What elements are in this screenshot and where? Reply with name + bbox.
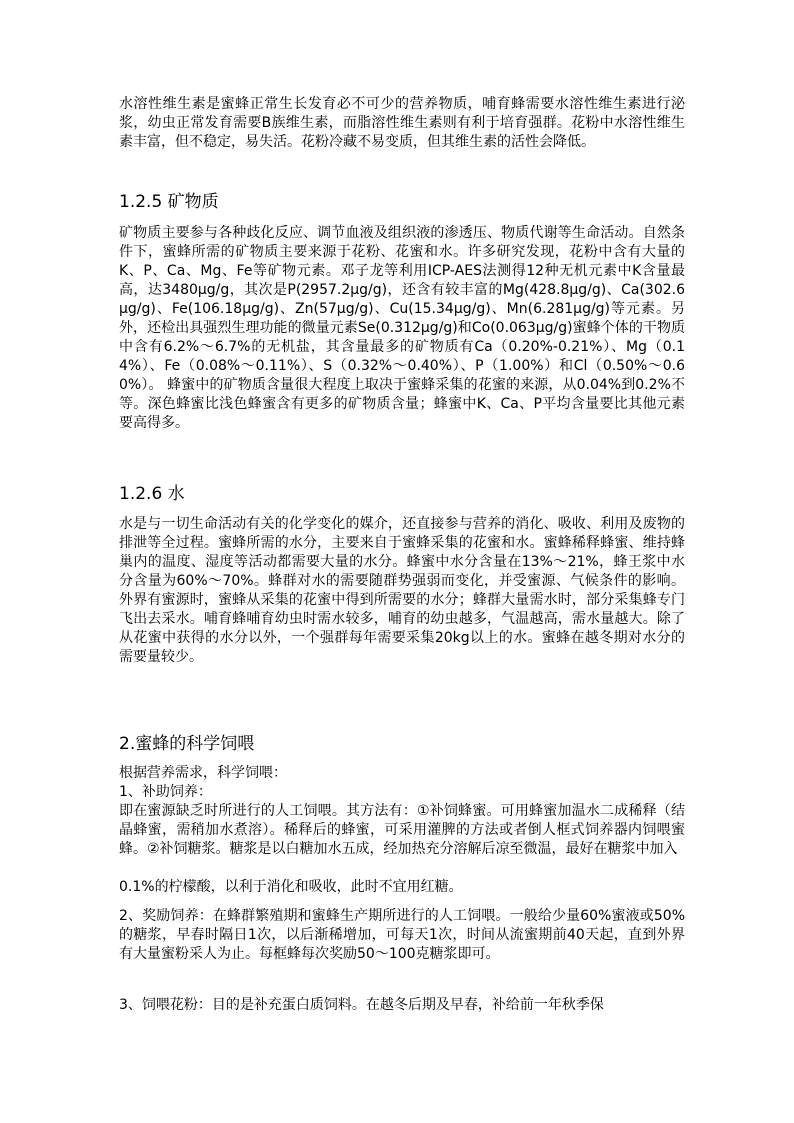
item-3-pollen-feeding: 3、饲喂花粉：目的是补充蛋白质饲料。在越冬后期及早春，补给前一年秋季保 — [119, 997, 604, 1013]
heading-water: 1.2.6 水 — [119, 484, 185, 504]
feeding-intro: 根据营养需求，科学饲喂： — [119, 765, 287, 781]
item-1-title: 1、补助饲养： — [119, 784, 212, 800]
paragraph-reward-feeding: 2、奖励饲养：在蜂群繁殖期和蜜蜂生产期所进行的人工饲喂。一般给少量60%蜜液或50%的糖浆，早春时隔日1次，以后渐稀增加，可每天1次，时间从流蜜期前40天起，直到外界有大量蜜粉采人为止。每框蜂每次奖励50～100克糖浆即可。 — [119, 908, 685, 962]
paragraph-vitamins: 水溶性维生素是蜜蜂正常生长发育必不可少的营养物质，哺育蜂需要水溶性维生素进行泌浆，幼虫正常发育需要B族维生素，而脂溶性维生素则有利于培育强群。花粉中水溶性维生素丰富，但不稳定，易失活。花粉冷藏不易变质，但其维生素的活性会降低。 — [119, 96, 685, 150]
paragraph-supplementary-feeding: 即在蜜源缺乏时所进行的人工饲喂。其方法有：①补饲蜂蜜。可用蜂蜜加温水二成稀释（结晶蜂蜜，需稍加水煮溶）。稀释后的蜂蜜，可采用灌脾的方法或者倒人框式饲养器内饲喂蜜蜂。②补饲糖浆。糖浆是以白糖加水五成，经加热充分溶解后凉至微温，最好在糖浆中加入 — [119, 803, 685, 857]
heading-feeding: 2.蜜蜂的科学饲喂 — [119, 734, 255, 754]
heading-minerals: 1.2.5 矿物质 — [119, 192, 219, 212]
paragraph-water: 水是与一切生命活动有关的化学变化的媒介，还直接参与营养的消化、吸收、利用及废物的排泄等全过程。蜜蜂所需的水分，主要来自于蜜蜂采集的花蜜和水。蜜蜂稀释蜂蜜、维持蜂巢内的温度、湿度等活动都需要大量的水分。蜂蜜中水分含量在13%～21%，蜂王浆中水分含量为60%～70%。蜂群对水的需要随群势强弱而变化，并受蜜源、气候条件的影响。外界有蜜源时，蜜蜂从采集的花蜜中得到所需要的水分；蜂群大量需水时，部分采集蜂专门飞出去采水。哺育蜂哺育幼虫时需水较多，哺育的幼虫越多，气温越高，需水量越大。除了从花蜜中获得的水分以外，一个强群每年需要采集20kg以上的水。蜜蜂在越冬期对水分的需要量较少。 — [119, 516, 685, 665]
citric-acid-line: 0.1%的柠檬酸，以利于消化和吸收，此时不宜用红糖。 — [119, 879, 463, 895]
paragraph-minerals: 矿物质主要参与各种歧化反应、调节血液及组织液的渗透压、物质代谢等生命活动。自然条件下，蜜蜂所需的矿物质主要来源于花粉、花蜜和水。许多研究发现，花粉中含有大量的K、P、Ca、Mg、Fe等矿物元素。邓子龙等利用ICP-AES法测得12种无机元素中K含量最高，达3480μg/g，其次是P(2957.2μg/g)，还含有较丰富的Mg(428.8μg/g)、Ca(302.6μg/g)、Fe(106.18μg/g)、Zn(57μg/g)、Cu(15.34μg/g)、Mn(6.281μg/g)等元素。另外，还检出具强烈生理功能的微量元素Se(0.312μg/g)和Co(0.063μg/g)蜜蜂个体的干物质中含有6.2%～6.7%的无机盐，其含量最多的矿物质有Ca（0.20%-0.21%）、Mg（0.14%）、Fe（0.08%～0.11%）、S（0.32%～0.40%）、P（1.00%）和Cl（0.50%～0.60%）。 蜂蜜中的矿物质含量很大程度上取决于蜜蜂采集的花蜜的来源，从0.04%到0.2%不等。深色蜂蜜比浅色蜂蜜含有更多的矿物质含量；蜂蜜中K、Ca、P平均含量要比其他元素要高得多。 — [119, 225, 685, 431]
